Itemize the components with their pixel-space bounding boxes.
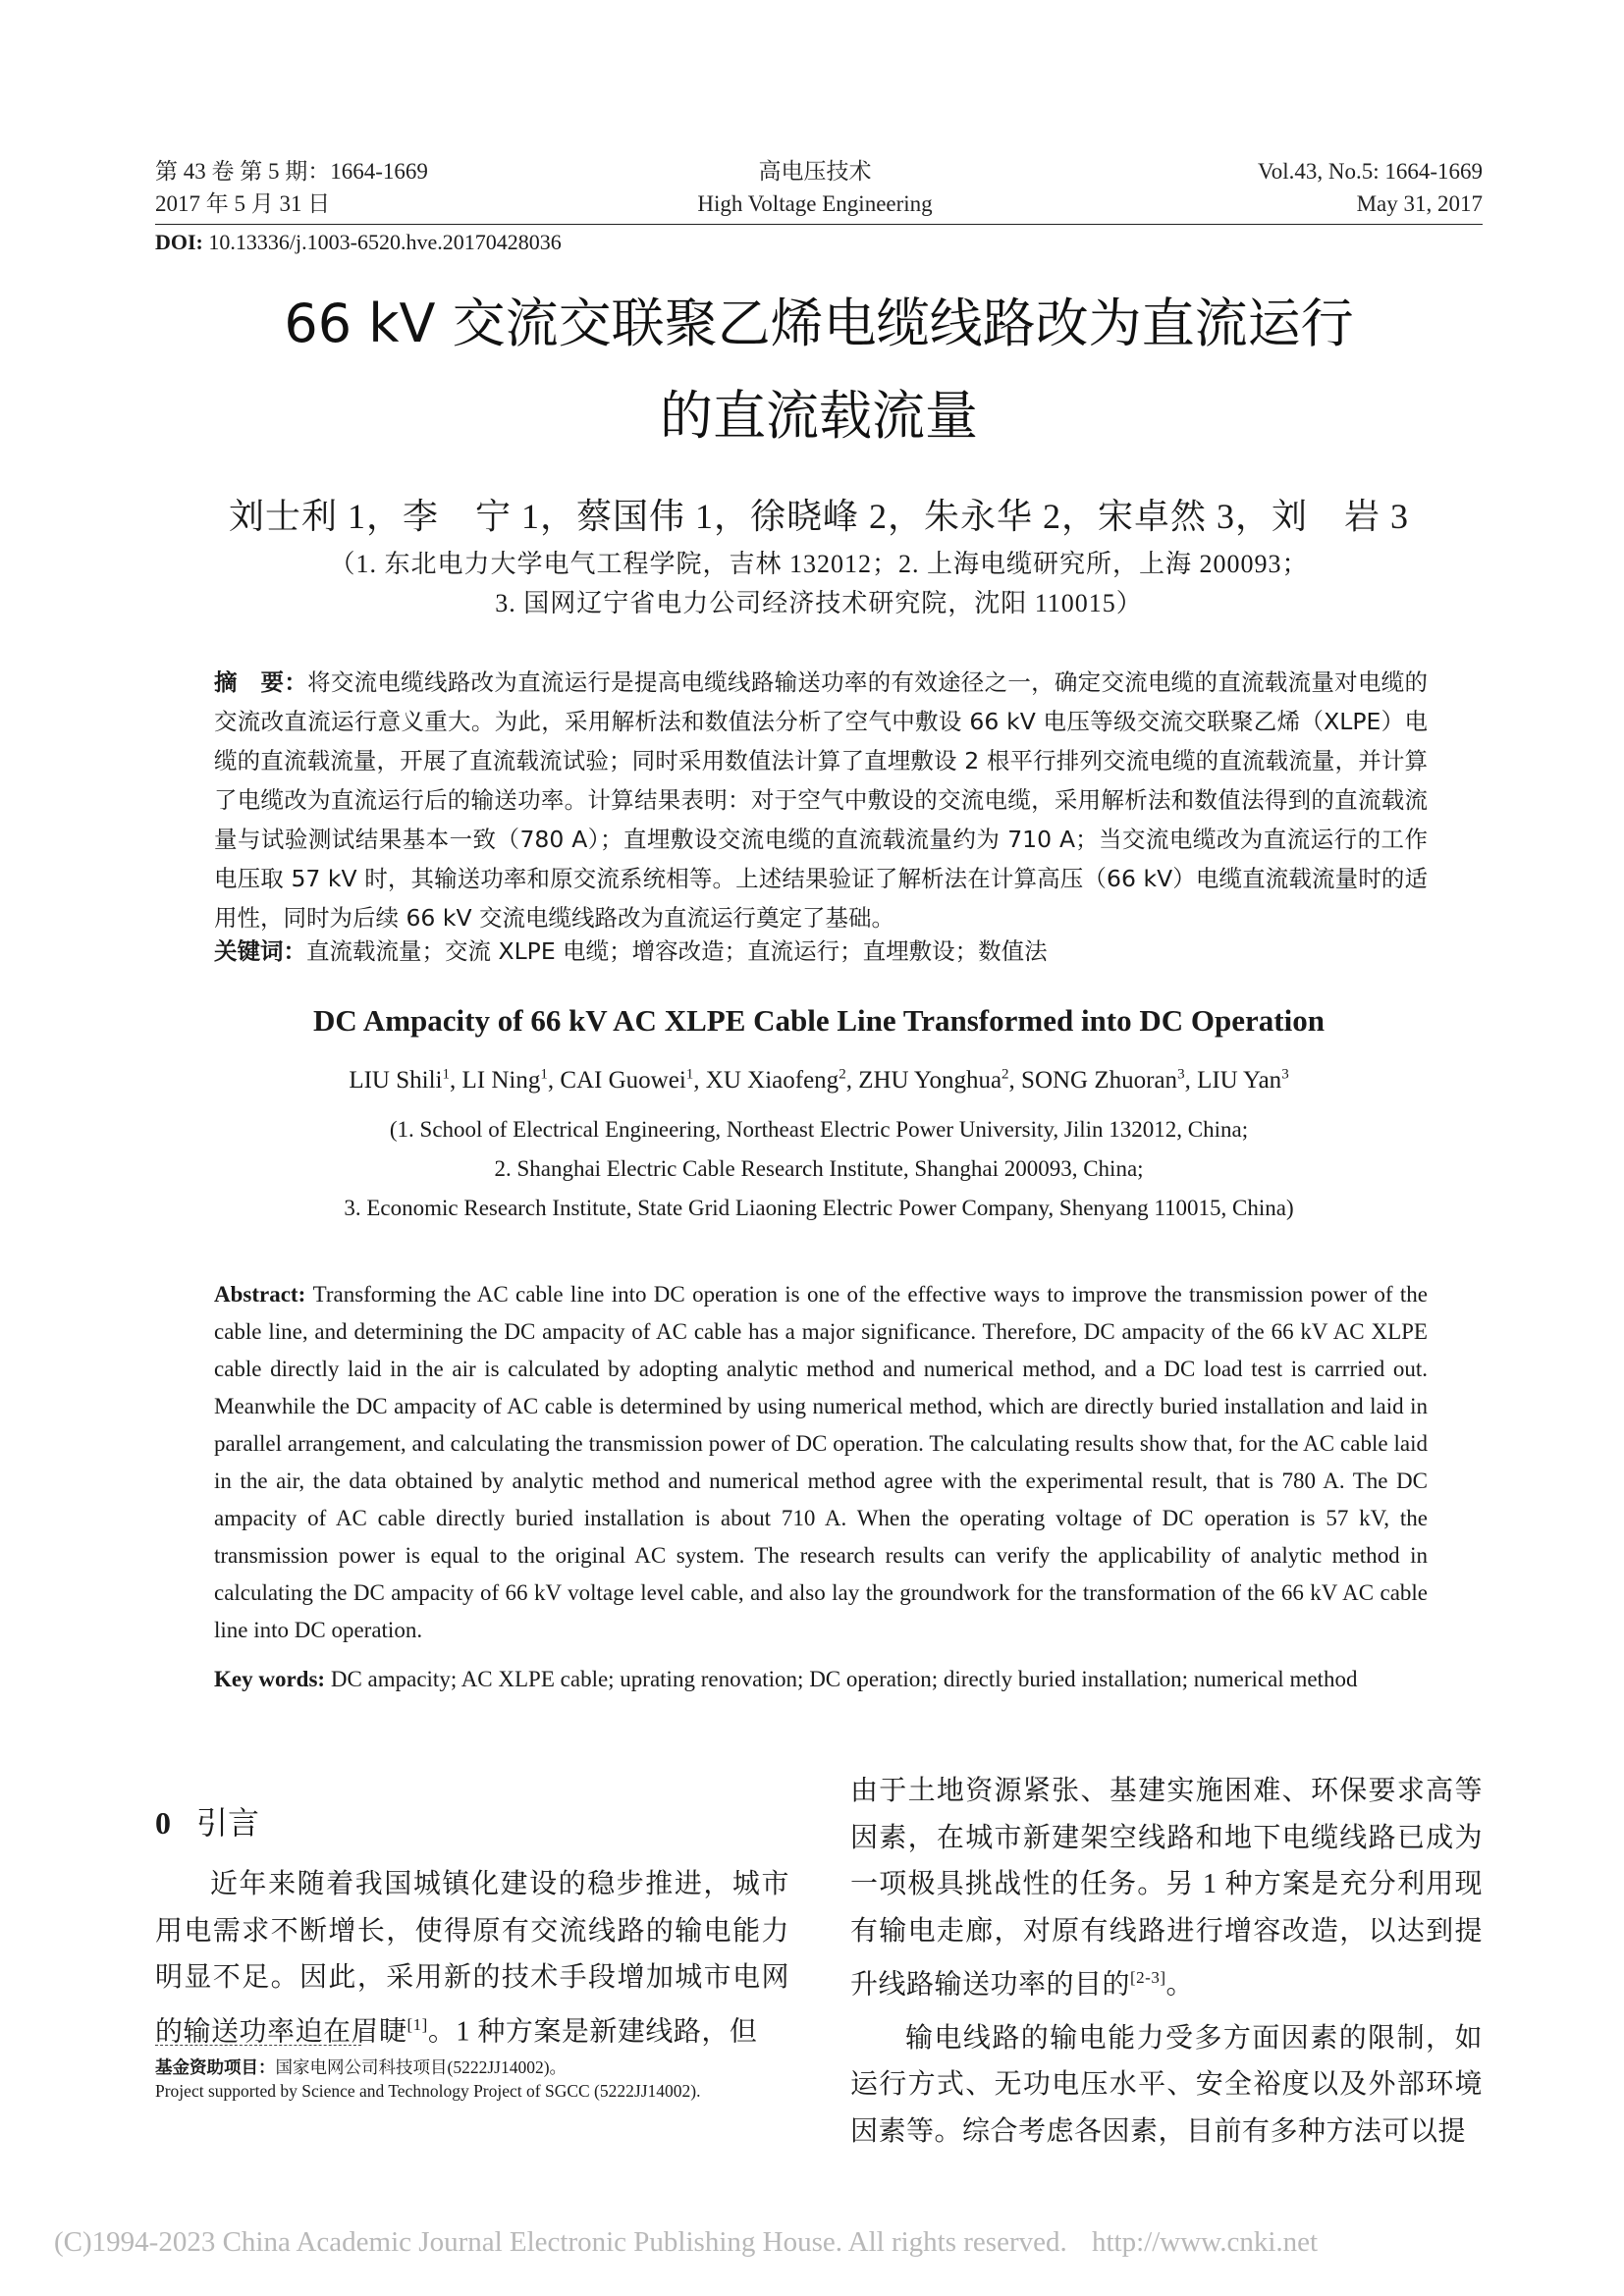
right-paragraph-2: 输电线路的输电能力受多方面因素的限制，如运行方式、无功电压水平、安全裕度以及外部环境因素等。综合考虑各因素，目前有多种方法可以提 bbox=[850, 2022, 1483, 2147]
abstract-cn-text: 将交流电缆线路改为直流运行是提高电缆线路输送功率的有效途径之一，确定交流电缆的直流载流量对电缆的交流改直流运行意义重大。为此，采用解析法和数值法分析了空气中敷设 66 kV 电压等级交流交联聚乙烯（XLPE）电缆的直流载流量，开展了直流载流试验；同时采用数值法计算了直埋敷设 2 根平行排列交流电缆的直流载流量，并计算了电缆改为直流运行后的输送功率。计算结果表明：对于空气中敷设的交流电缆，采用解析法和数值法得到的直流载流量与试验测试结果基本一致（780 A）；直埋敷设交流电缆的直流载流量约为 710 A；当交流电缆改为直流运行的工作电压取 57 kV 时，其输送功率和原交流系统相等。上述结果验证了解析法在计算高压（66 kV）电缆直流载流量时的适用性，同时为后续 66 kV 交流电缆线路改为直流运行奠定了基础。 bbox=[214, 668, 1429, 932]
citation-1[interactable]: [1] bbox=[406, 2014, 428, 2034]
header-left bbox=[155, 155, 428, 220]
abstract-cn bbox=[214, 663, 1428, 937]
journal-name-en: High Voltage Engineering bbox=[697, 191, 933, 216]
footnote-cn bbox=[155, 2056, 789, 2080]
author-en-2: LI Ning$^1$, bbox=[461, 1067, 561, 1095]
right-paragraph-1-text: 由于土地资源紧张、基建实施困难、环保要求高等因素，在城市新建架空线路和地下电缆线路已成为一项极具挑战性的任务。另 1 种方案是充分利用现有输电走廊，对原有线路进行增容改造，以达到提升线路输送功率的目的 bbox=[850, 1776, 1483, 2001]
section-title: 引言 bbox=[196, 1805, 260, 1841]
title-cn-line1: 66 kV 交流交联聚乙烯电缆线路改为直流运行 bbox=[284, 293, 1354, 354]
doi bbox=[155, 230, 562, 255]
copyright-footer bbox=[54, 2226, 1586, 2259]
footnote-cn-label: 基金资助项目： bbox=[155, 2058, 276, 2078]
author-en-6: SONG Zhuoran$^3$, bbox=[1021, 1067, 1198, 1095]
doi-value[interactable]: 10.13336/j.1003-6520.hve.20170428036 bbox=[208, 230, 562, 254]
doi-label: DOI: bbox=[155, 230, 203, 254]
keywords-cn-label: 关键词： bbox=[214, 937, 306, 965]
keywords-en-label: Key words: bbox=[214, 1667, 326, 1691]
affiliations-cn bbox=[155, 545, 1483, 623]
footnote-en: Project supported by Science and Technology Project of SGCC (5222JJ14002). bbox=[155, 2081, 701, 2101]
authors-en bbox=[155, 1067, 1483, 1095]
header-rule bbox=[155, 224, 1483, 225]
author-en-1: LIU Shili$^1$, bbox=[349, 1067, 462, 1095]
citation-2-3[interactable]: [2-3] bbox=[1130, 1968, 1166, 1987]
left-column-paragraph bbox=[155, 1861, 789, 2055]
section-number: 0 bbox=[155, 1805, 171, 1841]
footnote-cn-text: 国家电网公司科技项目(5222JJ14002)。 bbox=[275, 2057, 568, 2077]
author-en-5: ZHU Yonghua$^2$, bbox=[858, 1067, 1022, 1095]
author-en-3: CAI Guowei$^1$, bbox=[560, 1067, 706, 1095]
affiliation-en-line3: 3. Economic Research Institute, State Grid Liaoning Electric Power Company, Shenyang 110015, China) bbox=[344, 1196, 1294, 1220]
publish-date-cn: 2017 年 5 月 31 日 bbox=[155, 191, 331, 216]
abstract-cn-label: 摘 要： bbox=[214, 668, 308, 696]
volume-issue-en: Vol.43, No.5: 1664-1669 bbox=[1258, 159, 1483, 184]
section-heading bbox=[155, 1798, 259, 1843]
keywords-en bbox=[214, 1661, 1428, 1698]
authors-cn: 刘士利 1，李 宁 1，蔡国伟 1，徐晓峰 2，朱永华 2，宋卓然 3，刘 岩 3 bbox=[228, 497, 1409, 536]
affiliation-en-line1: (1. School of Electrical Engineering, Northeast Electric Power University, Jilin 132012, China; bbox=[389, 1117, 1249, 1142]
journal-name-cn: 高电压技术 bbox=[758, 159, 872, 184]
title-cn-line2: 的直流载流量 bbox=[660, 385, 978, 447]
right-column bbox=[850, 1768, 1483, 2155]
right-paragraph-1-tail: 。 bbox=[1165, 1969, 1195, 2001]
copyright-text: (C)1994-2023 China Academic Journal Electronic Publishing House. All rights reserved. bbox=[54, 2226, 1067, 2258]
footnote-rule bbox=[155, 2045, 361, 2046]
keywords-cn-text: 直流载流量；交流 XLPE 电缆；增容改造；直流运行；直埋敷设；数值法 bbox=[306, 937, 1048, 965]
title-cn bbox=[155, 278, 1483, 462]
keywords-en-text: DC ampacity; AC XLPE cable; uprating renovation; DC operation; directly buried installation; numerical method bbox=[330, 1667, 1358, 1691]
abstract-en-text: Transforming the AC cable line into DC operation is one of the effective ways to improve the transmission power of the cable line, and determining the DC ampacity of AC cable has a major significance. Therefore, DC ampacity of the 66 kV AC XLPE cable directly laid in the air is calculated by adopting analytic method and numerical method, and a DC load test is carrried out. Meanwhile the DC ampacity of AC cable is determined by using numerical method, which are directly buried installation and laid in parallel arrangement, and calculating the transmission power of DC operation. The calculating results show that, for the AC cable laid in the air, the data obtained by analytic method and numerical method agree with the experimental result, that is 780 A. The DC ampacity of AC cable directly buried installation is about 710 A. When the operating voltage of DC operation is 57 kV, the transmission power is equal to the original AC system. The research results can verify the applicability of analytic method in calculating the DC ampacity of 66 kV voltage level cable, and also lay the groundwork for the transformation of the 66 kV AC cable line into DC operation. bbox=[214, 1282, 1429, 1642]
keywords-cn bbox=[214, 932, 1428, 971]
left-paragraph-text: 近年来随着我国城镇化建设的稳步推进，城市用电需求不断增长，使得原有交流线路的输电能力明显不足。因此，采用新的技术手段增加城市电网的输送功率迫在眉睫 bbox=[155, 1869, 789, 2047]
affiliation-cn-line2: 3. 国网辽宁省电力公司经济技术研究院，沈阳 110015） bbox=[495, 589, 1143, 617]
right-paragraph-1 bbox=[850, 1768, 1483, 2008]
header-center bbox=[648, 155, 982, 220]
title-en: DC Ampacity of 66 kV AC XLPE Cable Line Transformed into DC Operation bbox=[313, 1003, 1325, 1038]
author-en-7: LIU Yan$^3$ bbox=[1197, 1067, 1289, 1095]
left-paragraph-tail: 。1 种方案是新建线路，但 bbox=[427, 2015, 758, 2047]
publish-date-en: May 31, 2017 bbox=[1356, 191, 1483, 216]
abstract-en bbox=[214, 1276, 1428, 1649]
volume-issue: 第 43 卷 第 5 期：1664-1669 bbox=[155, 159, 428, 184]
author-en-4: XU Xiaofeng$^2$, bbox=[705, 1067, 859, 1095]
footnote bbox=[155, 2056, 789, 2103]
abstract-en-label: Abstract: bbox=[214, 1282, 306, 1307]
header-right bbox=[1090, 155, 1483, 220]
cnki-link[interactable]: http://www.cnki.net bbox=[1091, 2226, 1319, 2258]
affiliation-cn-line1: （1. 东北电力大学电气工程学院，吉林 132012；2. 上海电缆研究所，上海 200093； bbox=[329, 550, 1309, 578]
affiliation-en-line2: 2. Shanghai Electric Cable Research Institute, Shanghai 200093, China; bbox=[494, 1156, 1144, 1181]
affiliations-en bbox=[155, 1110, 1483, 1228]
